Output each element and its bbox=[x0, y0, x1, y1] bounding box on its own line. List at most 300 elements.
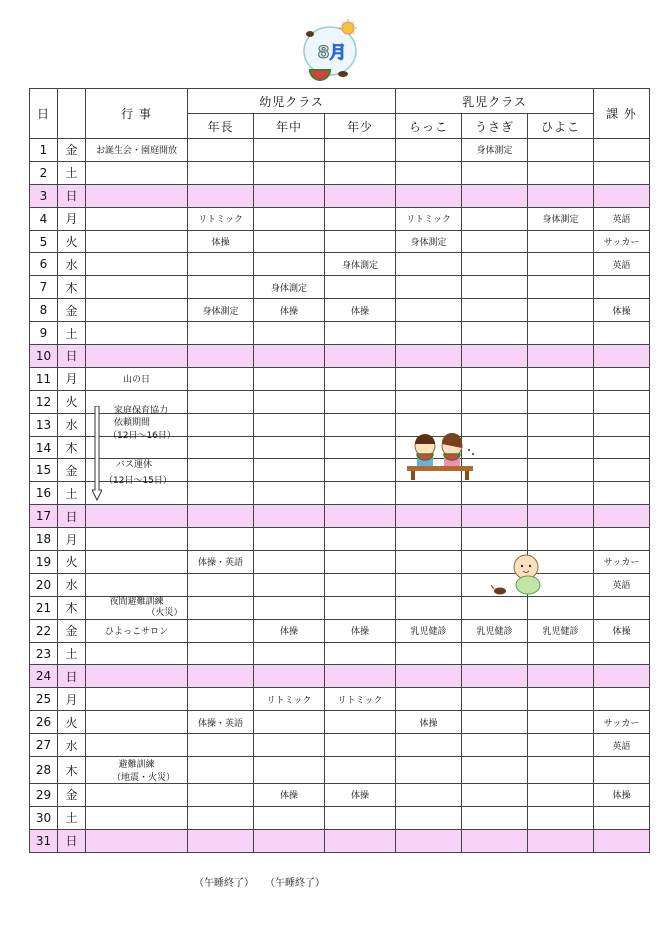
day-number: 28 bbox=[30, 757, 58, 784]
class-cell-nenchu bbox=[254, 573, 325, 596]
class-cell-nencho: 体操・英語 bbox=[188, 711, 254, 734]
day-number: 3 bbox=[30, 184, 58, 207]
schedule-row bbox=[30, 573, 650, 596]
class-cell-nensho bbox=[325, 551, 396, 574]
class-cell-nenchu bbox=[254, 482, 325, 505]
class-cell-hiyoko bbox=[528, 665, 594, 688]
class-cell-nensho: 体操 bbox=[325, 784, 396, 807]
class-cell-rakko bbox=[396, 139, 462, 162]
class-cell-hiyoko: 身体測定 bbox=[528, 207, 594, 230]
weekday: 日 bbox=[58, 665, 86, 688]
class-cell-hiyoko bbox=[528, 757, 594, 784]
class-cell-nenchu bbox=[254, 505, 325, 528]
class-cell-hiyoko: 乳児健診 bbox=[528, 619, 594, 642]
extracurricular-cell bbox=[594, 757, 650, 784]
class-cell-usagi bbox=[462, 505, 528, 528]
extracurricular-cell: 体操 bbox=[594, 619, 650, 642]
day-number: 20 bbox=[30, 573, 58, 596]
extracurricular-cell bbox=[594, 390, 650, 413]
schedule-row bbox=[30, 139, 650, 162]
class-cell-nenchu bbox=[254, 436, 325, 459]
weekday: 木 bbox=[58, 436, 86, 459]
day-number: 2 bbox=[30, 161, 58, 184]
event-cell: 山の日 bbox=[86, 367, 188, 390]
class-cell-hiyoko bbox=[528, 276, 594, 299]
class-cell-hiyoko bbox=[528, 528, 594, 551]
extracurricular-cell bbox=[594, 665, 650, 688]
footnote-nencho-nap: （午睡終了） bbox=[194, 878, 254, 889]
class-cell-usagi bbox=[462, 596, 528, 619]
header-class-nensho: 年少 bbox=[325, 114, 396, 139]
baby-beetle-illustration bbox=[490, 553, 548, 597]
class-cell-rakko: リトミック bbox=[396, 207, 462, 230]
class-cell-nenchu bbox=[254, 642, 325, 665]
event-cell bbox=[86, 207, 188, 230]
header-class-nencho: 年長 bbox=[188, 114, 254, 139]
day-number: 24 bbox=[30, 665, 58, 688]
event-text: 夜間避難訓練 bbox=[109, 597, 164, 608]
class-cell-nensho bbox=[325, 596, 396, 619]
header-class-nenchu: 年中 bbox=[254, 114, 325, 139]
weekday: 火 bbox=[58, 390, 86, 413]
class-cell-nencho bbox=[188, 322, 254, 345]
weekday: 日 bbox=[58, 345, 86, 368]
class-cell-hiyoko bbox=[528, 436, 594, 459]
header-infant-class: 乳児クラス bbox=[396, 89, 594, 114]
class-cell-rakko bbox=[396, 642, 462, 665]
schedule-row bbox=[30, 596, 650, 619]
weekday: 土 bbox=[58, 806, 86, 829]
class-cell-nencho bbox=[188, 642, 254, 665]
schedule-row bbox=[30, 230, 650, 253]
day-number: 9 bbox=[30, 322, 58, 345]
schedule-row bbox=[30, 207, 650, 230]
extracurricular-cell bbox=[594, 688, 650, 711]
class-cell-nencho bbox=[188, 806, 254, 829]
day-number: 7 bbox=[30, 276, 58, 299]
event-subtext: （火災） bbox=[146, 607, 183, 618]
extracurricular-cell bbox=[594, 436, 650, 459]
class-cell-nensho bbox=[325, 642, 396, 665]
weekday: 日 bbox=[58, 505, 86, 528]
event-cell: お誕生会・園庭開放 bbox=[86, 139, 188, 162]
weekday: 火 bbox=[58, 230, 86, 253]
class-cell-hiyoko bbox=[528, 161, 594, 184]
header-weekday bbox=[58, 89, 86, 139]
class-cell-nencho bbox=[188, 184, 254, 207]
day-number: 10 bbox=[30, 345, 58, 368]
day-number: 21 bbox=[30, 596, 58, 619]
event-cell bbox=[86, 573, 188, 596]
class-cell-nenchu: リトミック bbox=[254, 688, 325, 711]
class-cell-nensho bbox=[325, 436, 396, 459]
weekday: 月 bbox=[58, 528, 86, 551]
class-cell-nensho bbox=[325, 322, 396, 345]
class-cell-nensho: リトミック bbox=[325, 688, 396, 711]
class-cell-nensho bbox=[325, 230, 396, 253]
weekday: 月 bbox=[58, 207, 86, 230]
event-subtext: （地震・火災） bbox=[111, 773, 175, 784]
schedule-row bbox=[30, 688, 650, 711]
period-note bbox=[92, 398, 187, 505]
class-cell-usagi bbox=[462, 688, 528, 711]
day-number: 5 bbox=[30, 230, 58, 253]
class-cell-nenchu: 体操 bbox=[254, 299, 325, 322]
class-cell-hiyoko bbox=[528, 184, 594, 207]
class-cell-usagi bbox=[462, 784, 528, 807]
schedule-row bbox=[30, 551, 650, 574]
event-cell bbox=[86, 299, 188, 322]
header-kinder-class: 幼児クラス bbox=[188, 89, 396, 114]
weekday: 金 bbox=[58, 619, 86, 642]
extracurricular-cell bbox=[594, 482, 650, 505]
event-cell bbox=[86, 276, 188, 299]
class-cell-hiyoko bbox=[528, 829, 594, 852]
class-cell-hiyoko bbox=[528, 253, 594, 276]
class-cell-rakko bbox=[396, 367, 462, 390]
class-cell-hiyoko bbox=[528, 459, 594, 482]
extracurricular-cell bbox=[594, 276, 650, 299]
schedule-row bbox=[30, 642, 650, 665]
extracurricular-cell bbox=[594, 528, 650, 551]
event-cell bbox=[86, 688, 188, 711]
schedule-row bbox=[30, 806, 650, 829]
event-cell bbox=[86, 734, 188, 757]
class-cell-rakko bbox=[396, 161, 462, 184]
class-cell-rakko bbox=[396, 829, 462, 852]
class-cell-nenchu bbox=[254, 253, 325, 276]
class-cell-nencho bbox=[188, 161, 254, 184]
schedule-row bbox=[30, 505, 650, 528]
schedule-row bbox=[30, 757, 650, 784]
kids-watermelon-illustration bbox=[405, 432, 483, 482]
class-cell-usagi bbox=[462, 528, 528, 551]
day-number: 13 bbox=[30, 413, 58, 436]
class-cell-hiyoko bbox=[528, 139, 594, 162]
class-cell-usagi bbox=[462, 345, 528, 368]
class-cell-rakko bbox=[396, 596, 462, 619]
event-cell bbox=[86, 806, 188, 829]
event-cell bbox=[86, 184, 188, 207]
class-cell-nensho bbox=[325, 711, 396, 734]
weekday: 火 bbox=[58, 551, 86, 574]
class-cell-nensho bbox=[325, 390, 396, 413]
day-number: 19 bbox=[30, 551, 58, 574]
class-cell-rakko bbox=[396, 528, 462, 551]
class-cell-rakko: 乳児健診 bbox=[396, 619, 462, 642]
class-cell-nensho bbox=[325, 207, 396, 230]
event-cell: ひよっこサロン bbox=[86, 619, 188, 642]
class-cell-rakko: 身体測定 bbox=[396, 230, 462, 253]
schedule-row bbox=[30, 619, 650, 642]
class-cell-nencho bbox=[188, 528, 254, 551]
class-cell-nensho: 体操 bbox=[325, 299, 396, 322]
period-note-line3: （12日～16日） bbox=[108, 431, 176, 441]
class-cell-nensho bbox=[325, 367, 396, 390]
day-number: 16 bbox=[30, 482, 58, 505]
class-cell-rakko bbox=[396, 505, 462, 528]
class-cell-hiyoko bbox=[528, 230, 594, 253]
extracurricular-cell bbox=[594, 806, 650, 829]
extracurricular-cell bbox=[594, 367, 650, 390]
class-cell-hiyoko bbox=[528, 784, 594, 807]
event-cell bbox=[86, 642, 188, 665]
weekday: 木 bbox=[58, 596, 86, 619]
class-cell-nensho bbox=[325, 528, 396, 551]
class-cell-usagi bbox=[462, 253, 528, 276]
class-cell-nensho bbox=[325, 184, 396, 207]
weekday: 金 bbox=[58, 459, 86, 482]
class-cell-nenchu bbox=[254, 390, 325, 413]
class-cell-nensho bbox=[325, 276, 396, 299]
extracurricular-cell: 英語 bbox=[594, 253, 650, 276]
class-cell-nencho bbox=[188, 253, 254, 276]
class-cell-nensho bbox=[325, 665, 396, 688]
class-cell-nencho bbox=[188, 573, 254, 596]
weekday: 日 bbox=[58, 829, 86, 852]
extracurricular-cell bbox=[594, 322, 650, 345]
class-cell-rakko bbox=[396, 253, 462, 276]
class-cell-usagi bbox=[462, 390, 528, 413]
class-cell-usagi bbox=[462, 711, 528, 734]
day-number: 23 bbox=[30, 642, 58, 665]
day-number: 30 bbox=[30, 806, 58, 829]
class-cell-hiyoko bbox=[528, 711, 594, 734]
weekday: 水 bbox=[58, 413, 86, 436]
class-cell-hiyoko bbox=[528, 367, 594, 390]
extracurricular-cell bbox=[594, 413, 650, 436]
event-cell bbox=[86, 230, 188, 253]
class-cell-nensho: 身体測定 bbox=[325, 253, 396, 276]
extracurricular-cell: サッカー bbox=[594, 551, 650, 574]
class-cell-usagi bbox=[462, 665, 528, 688]
class-cell-nensho bbox=[325, 161, 396, 184]
class-cell-nenchu bbox=[254, 207, 325, 230]
day-number: 14 bbox=[30, 436, 58, 459]
class-cell-rakko bbox=[396, 806, 462, 829]
class-cell-nenchu bbox=[254, 829, 325, 852]
class-cell-nencho bbox=[188, 619, 254, 642]
class-cell-nenchu: 体操 bbox=[254, 619, 325, 642]
class-cell-nenchu bbox=[254, 459, 325, 482]
class-cell-nencho bbox=[188, 784, 254, 807]
class-cell-nencho bbox=[188, 139, 254, 162]
class-cell-rakko bbox=[396, 482, 462, 505]
class-cell-nensho bbox=[325, 829, 396, 852]
weekday: 金 bbox=[58, 784, 86, 807]
day-number: 18 bbox=[30, 528, 58, 551]
class-cell-rakko: 体操 bbox=[396, 711, 462, 734]
class-cell-nenchu bbox=[254, 184, 325, 207]
event-cell bbox=[86, 322, 188, 345]
class-cell-rakko bbox=[396, 551, 462, 574]
extracurricular-cell bbox=[594, 596, 650, 619]
month-badge bbox=[300, 18, 364, 84]
extracurricular-cell bbox=[594, 505, 650, 528]
class-cell-nencho bbox=[188, 276, 254, 299]
class-cell-nensho bbox=[325, 734, 396, 757]
class-cell-nencho: 身体測定 bbox=[188, 299, 254, 322]
class-cell-nencho bbox=[188, 665, 254, 688]
footnote-nenchu-nap: （午睡終了） bbox=[265, 878, 325, 889]
extracurricular-cell: サッカー bbox=[594, 711, 650, 734]
weekday: 金 bbox=[58, 139, 86, 162]
schedule-row bbox=[30, 253, 650, 276]
class-cell-usagi bbox=[462, 299, 528, 322]
day-number: 27 bbox=[30, 734, 58, 757]
class-cell-nenchu bbox=[254, 528, 325, 551]
event-cell bbox=[86, 665, 188, 688]
class-cell-nencho bbox=[188, 829, 254, 852]
class-cell-hiyoko bbox=[528, 596, 594, 619]
event-text: 避難訓練 bbox=[118, 760, 155, 771]
event-cell bbox=[86, 551, 188, 574]
class-cell-hiyoko bbox=[528, 345, 594, 368]
class-cell-hiyoko bbox=[528, 734, 594, 757]
extracurricular-cell bbox=[594, 345, 650, 368]
schedule-row bbox=[30, 276, 650, 299]
class-cell-hiyoko bbox=[528, 688, 594, 711]
event-cell bbox=[86, 161, 188, 184]
class-cell-nenchu bbox=[254, 757, 325, 784]
class-cell-nencho bbox=[188, 734, 254, 757]
class-cell-hiyoko bbox=[528, 482, 594, 505]
class-cell-nenchu bbox=[254, 551, 325, 574]
schedule-row bbox=[30, 184, 650, 207]
event-cell bbox=[86, 711, 188, 734]
schedule-row bbox=[30, 711, 650, 734]
class-cell-nensho bbox=[325, 757, 396, 784]
class-cell-usagi bbox=[462, 367, 528, 390]
weekday: 水 bbox=[58, 573, 86, 596]
class-cell-nenchu bbox=[254, 322, 325, 345]
class-cell-rakko bbox=[396, 184, 462, 207]
class-cell-rakko bbox=[396, 757, 462, 784]
schedule-row bbox=[30, 665, 650, 688]
header-day: 日 bbox=[30, 89, 58, 139]
class-cell-nencho bbox=[188, 688, 254, 711]
schedule-row bbox=[30, 734, 650, 757]
class-cell-hiyoko bbox=[528, 390, 594, 413]
class-cell-rakko bbox=[396, 573, 462, 596]
event-cell bbox=[86, 345, 188, 368]
extracurricular-cell bbox=[594, 642, 650, 665]
day-number: 4 bbox=[30, 207, 58, 230]
class-cell-nensho bbox=[325, 505, 396, 528]
class-cell-nensho bbox=[325, 459, 396, 482]
day-number: 15 bbox=[30, 459, 58, 482]
schedule-row bbox=[30, 367, 650, 390]
class-cell-usagi bbox=[462, 230, 528, 253]
day-number: 11 bbox=[30, 367, 58, 390]
class-cell-rakko bbox=[396, 276, 462, 299]
event-cell bbox=[86, 784, 188, 807]
class-cell-rakko bbox=[396, 345, 462, 368]
class-cell-nencho bbox=[188, 413, 254, 436]
event-cell bbox=[86, 528, 188, 551]
day-number: 31 bbox=[30, 829, 58, 852]
day-number: 6 bbox=[30, 253, 58, 276]
weekday: 土 bbox=[58, 322, 86, 345]
class-cell-usagi bbox=[462, 829, 528, 852]
weekday: 火 bbox=[58, 711, 86, 734]
class-cell-nencho bbox=[188, 482, 254, 505]
day-number: 1 bbox=[30, 139, 58, 162]
class-cell-hiyoko bbox=[528, 806, 594, 829]
schedule-row bbox=[30, 829, 650, 852]
class-cell-usagi bbox=[462, 734, 528, 757]
period-note-line1: 家庭保育協力 bbox=[114, 406, 169, 416]
class-cell-usagi bbox=[462, 184, 528, 207]
class-cell-nenchu bbox=[254, 596, 325, 619]
class-cell-nencho: 体操 bbox=[188, 230, 254, 253]
extracurricular-cell bbox=[594, 139, 650, 162]
class-cell-rakko bbox=[396, 734, 462, 757]
extracurricular-cell: 体操 bbox=[594, 299, 650, 322]
schedule-row bbox=[30, 784, 650, 807]
class-cell-nenchu: 体操 bbox=[254, 784, 325, 807]
weekday: 土 bbox=[58, 482, 86, 505]
header-events: 行 事 bbox=[86, 89, 188, 139]
schedule-row bbox=[30, 299, 650, 322]
class-cell-nencho: 体操・英語 bbox=[188, 551, 254, 574]
event-cell bbox=[86, 596, 188, 619]
event-cell bbox=[86, 829, 188, 852]
month-label: 8月 bbox=[317, 43, 347, 63]
extracurricular-cell: 英語 bbox=[594, 207, 650, 230]
class-cell-nensho bbox=[325, 139, 396, 162]
class-cell-nenchu bbox=[254, 161, 325, 184]
class-cell-nenchu bbox=[254, 139, 325, 162]
class-cell-nenchu bbox=[254, 711, 325, 734]
class-cell-nenchu bbox=[254, 413, 325, 436]
extracurricular-cell: 英語 bbox=[594, 734, 650, 757]
period-note-line4: バス運休 bbox=[116, 460, 153, 470]
header-class-usagi: うさぎ bbox=[462, 114, 528, 139]
class-cell-hiyoko bbox=[528, 642, 594, 665]
schedule-row bbox=[30, 345, 650, 368]
class-cell-nenchu bbox=[254, 665, 325, 688]
class-cell-nencho bbox=[188, 367, 254, 390]
day-number: 8 bbox=[30, 299, 58, 322]
class-cell-nencho bbox=[188, 436, 254, 459]
class-cell-rakko bbox=[396, 322, 462, 345]
day-number: 22 bbox=[30, 619, 58, 642]
extracurricular-cell bbox=[594, 184, 650, 207]
event-cell bbox=[86, 253, 188, 276]
class-cell-usagi bbox=[462, 482, 528, 505]
extracurricular-cell bbox=[594, 829, 650, 852]
class-cell-nenchu bbox=[254, 734, 325, 757]
class-cell-nensho: 体操 bbox=[325, 619, 396, 642]
class-cell-nenchu bbox=[254, 230, 325, 253]
class-cell-usagi: 乳児健診 bbox=[462, 619, 528, 642]
class-cell-nencho bbox=[188, 757, 254, 784]
schedule-row bbox=[30, 161, 650, 184]
class-cell-nenchu: 身体測定 bbox=[254, 276, 325, 299]
event-cell bbox=[86, 505, 188, 528]
header-class-hiyoko: ひよこ bbox=[528, 114, 594, 139]
class-cell-rakko bbox=[396, 688, 462, 711]
class-cell-rakko bbox=[396, 784, 462, 807]
class-cell-nenchu bbox=[254, 345, 325, 368]
extracurricular-cell bbox=[594, 459, 650, 482]
class-cell-nencho bbox=[188, 390, 254, 413]
class-cell-nenchu bbox=[254, 367, 325, 390]
class-cell-usagi bbox=[462, 806, 528, 829]
header-class-rakko: らっこ bbox=[396, 114, 462, 139]
class-cell-usagi bbox=[462, 276, 528, 299]
